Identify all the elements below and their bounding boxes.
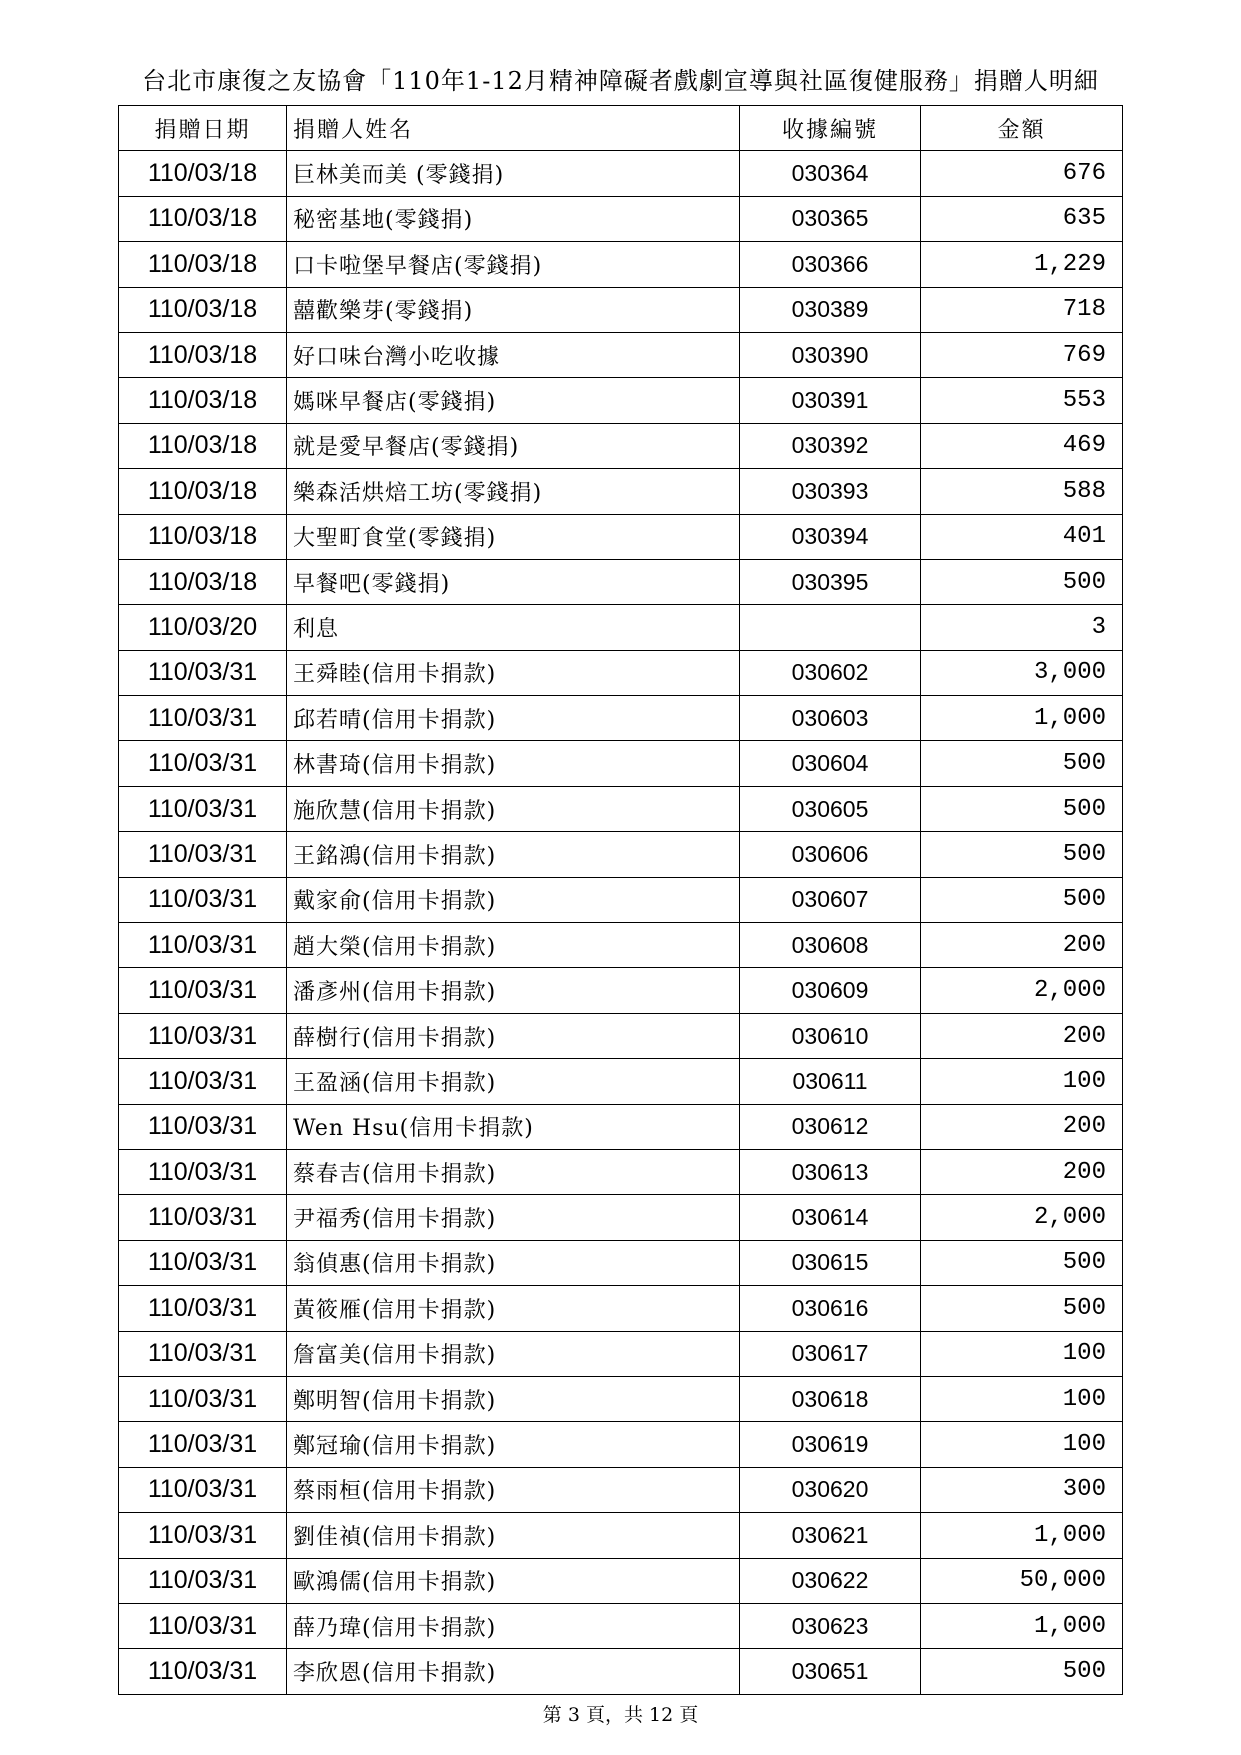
receipt-number-cell: 030623 — [740, 1603, 921, 1648]
receipt-number-cell: 030613 — [740, 1149, 921, 1194]
column-header-donor-name: 捐贈人姓名 — [287, 106, 740, 151]
receipt-number-cell: 030389 — [740, 287, 921, 332]
receipt-number-cell — [740, 605, 921, 650]
table-row — [119, 877, 1123, 922]
donor-name-cell: 戴家俞(信用卡捐款) — [287, 877, 740, 922]
receipt-number-cell: 030651 — [740, 1649, 921, 1694]
donor-name-cell: 鄭明智(信用卡捐款) — [287, 1376, 740, 1421]
receipt-number-cell: 030606 — [740, 832, 921, 877]
donation-date-cell: 110/03/18 — [119, 242, 287, 287]
amount-cell: 300 — [921, 1467, 1123, 1512]
donation-date-cell: 110/03/18 — [119, 514, 287, 559]
donor-name-cell: 詹富美(信用卡捐款) — [287, 1331, 740, 1376]
table-row — [119, 151, 1123, 196]
table-row — [119, 332, 1123, 377]
table-row — [119, 1195, 1123, 1240]
receipt-number-cell: 030611 — [740, 1059, 921, 1104]
table-row — [119, 287, 1123, 332]
donation-date-cell: 110/03/31 — [119, 650, 287, 695]
amount-cell: 1,000 — [921, 696, 1123, 741]
table-row — [119, 469, 1123, 514]
donation-date-cell: 110/03/18 — [119, 151, 287, 196]
amount-cell: 500 — [921, 559, 1123, 604]
amount-cell: 553 — [921, 378, 1123, 423]
amount-cell: 100 — [921, 1422, 1123, 1467]
amount-cell: 200 — [921, 1104, 1123, 1149]
donor-name-cell: 早餐吧(零錢捐) — [287, 559, 740, 604]
column-header-date: 捐贈日期 — [119, 106, 287, 151]
amount-cell: 3,000 — [921, 650, 1123, 695]
table-row — [119, 1376, 1123, 1421]
donor-name-cell: 蔡春吉(信用卡捐款) — [287, 1149, 740, 1194]
receipt-number-cell: 030612 — [740, 1104, 921, 1149]
donor-name-cell: 趙大榮(信用卡捐款) — [287, 923, 740, 968]
donor-name-cell: 利息 — [287, 605, 740, 650]
table-row — [119, 832, 1123, 877]
table-row — [119, 1649, 1123, 1694]
amount-cell: 2,000 — [921, 968, 1123, 1013]
amount-cell: 769 — [921, 332, 1123, 377]
amount-cell: 3 — [921, 605, 1123, 650]
donation-date-cell: 110/03/31 — [119, 1467, 287, 1512]
receipt-number-cell: 030604 — [740, 741, 921, 786]
amount-cell: 500 — [921, 1240, 1123, 1285]
table-row — [119, 1422, 1123, 1467]
donation-date-cell: 110/03/18 — [119, 559, 287, 604]
amount-cell: 200 — [921, 1013, 1123, 1058]
receipt-number-cell: 030610 — [740, 1013, 921, 1058]
amount-cell: 500 — [921, 1286, 1123, 1331]
donor-name-cell: 王舜睦(信用卡捐款) — [287, 650, 740, 695]
table-body — [119, 151, 1123, 1694]
donor-name-cell: 鄭冠瑜(信用卡捐款) — [287, 1422, 740, 1467]
amount-cell: 100 — [921, 1376, 1123, 1421]
table-row — [119, 696, 1123, 741]
donor-name-cell: 口卡啦堡早餐店(零錢捐) — [287, 242, 740, 287]
table-row — [119, 923, 1123, 968]
amount-cell: 50,000 — [921, 1558, 1123, 1603]
donation-date-cell: 110/03/31 — [119, 1286, 287, 1331]
page-number-footer: 第 3 頁，共 12 頁 — [542, 1704, 699, 1726]
donation-date-cell: 110/03/31 — [119, 1376, 287, 1421]
donation-date-cell: 110/03/31 — [119, 1059, 287, 1104]
table-row — [119, 242, 1123, 287]
donation-date-cell: 110/03/18 — [119, 378, 287, 423]
amount-cell: 200 — [921, 923, 1123, 968]
donation-date-cell: 110/03/31 — [119, 1331, 287, 1376]
donor-name-cell: 施欣慧(信用卡捐款) — [287, 786, 740, 831]
donor-name-cell: 蔡雨桓(信用卡捐款) — [287, 1467, 740, 1512]
donation-date-cell: 110/03/31 — [119, 786, 287, 831]
table-row — [119, 1513, 1123, 1558]
receipt-number-cell: 030618 — [740, 1376, 921, 1421]
table-row — [119, 514, 1123, 559]
receipt-number-cell: 030393 — [740, 469, 921, 514]
donation-date-cell: 110/03/20 — [119, 605, 287, 650]
amount-cell: 1,000 — [921, 1513, 1123, 1558]
amount-cell: 676 — [921, 151, 1123, 196]
table-row — [119, 1467, 1123, 1512]
amount-cell: 500 — [921, 832, 1123, 877]
table-header-row — [119, 106, 1123, 151]
receipt-number-cell: 030391 — [740, 378, 921, 423]
donation-date-cell: 110/03/31 — [119, 968, 287, 1013]
table-row — [119, 1240, 1123, 1285]
donation-date-cell: 110/03/31 — [119, 923, 287, 968]
donation-date-cell: 110/03/31 — [119, 741, 287, 786]
donation-date-cell: 110/03/18 — [119, 469, 287, 514]
donation-date-cell: 110/03/18 — [119, 287, 287, 332]
amount-cell: 500 — [921, 741, 1123, 786]
donation-date-cell: 110/03/31 — [119, 1104, 287, 1149]
donor-name-cell: 王銘鴻(信用卡捐款) — [287, 832, 740, 877]
donation-date-cell: 110/03/31 — [119, 1422, 287, 1467]
receipt-number-cell: 030621 — [740, 1513, 921, 1558]
amount-cell: 718 — [921, 287, 1123, 332]
receipt-number-cell: 030617 — [740, 1331, 921, 1376]
donor-name-cell: 尹福秀(信用卡捐款) — [287, 1195, 740, 1240]
table-row — [119, 968, 1123, 1013]
donor-name-cell: 潘彥州(信用卡捐款) — [287, 968, 740, 1013]
donor-name-cell: 翁偵惠(信用卡捐款) — [287, 1240, 740, 1285]
receipt-number-cell: 030608 — [740, 923, 921, 968]
receipt-number-cell: 030392 — [740, 423, 921, 468]
receipt-number-cell: 030602 — [740, 650, 921, 695]
receipt-number-cell: 030614 — [740, 1195, 921, 1240]
donor-name-cell: 巨林美而美 (零錢捐) — [287, 151, 740, 196]
donor-name-cell: 囍歡樂芽(零錢捐) — [287, 287, 740, 332]
donation-date-cell: 110/03/18 — [119, 196, 287, 241]
page-title: 台北市康復之友協會「110年1-12月精神障礙者戲劇宣導與社區復健服務」捐贈人明細 — [142, 67, 1099, 95]
donor-name-cell: 歐鴻儒(信用卡捐款) — [287, 1558, 740, 1603]
amount-cell: 469 — [921, 423, 1123, 468]
receipt-number-cell: 030622 — [740, 1558, 921, 1603]
table-row — [119, 423, 1123, 468]
amount-cell: 588 — [921, 469, 1123, 514]
receipt-number-cell: 030619 — [740, 1422, 921, 1467]
donation-date-cell: 110/03/31 — [119, 1513, 287, 1558]
donation-date-cell: 110/03/31 — [119, 877, 287, 922]
donation-date-cell: 110/03/31 — [119, 1013, 287, 1058]
column-header-amount: 金額 — [921, 106, 1123, 151]
receipt-number-cell: 030607 — [740, 877, 921, 922]
receipt-number-cell: 030615 — [740, 1240, 921, 1285]
donor-name-cell: 就是愛早餐店(零錢捐) — [287, 423, 740, 468]
donor-name-cell: 秘密基地(零錢捐) — [287, 196, 740, 241]
amount-cell: 635 — [921, 196, 1123, 241]
table-row — [119, 1059, 1123, 1104]
receipt-number-cell: 030609 — [740, 968, 921, 1013]
amount-cell: 200 — [921, 1149, 1123, 1194]
table-row — [119, 605, 1123, 650]
column-header-receipt-number: 收據編號 — [740, 106, 921, 151]
receipt-number-cell: 030616 — [740, 1286, 921, 1331]
table-row — [119, 786, 1123, 831]
receipt-number-cell: 030605 — [740, 786, 921, 831]
table-row — [119, 1331, 1123, 1376]
table-row — [119, 1603, 1123, 1648]
donor-name-cell: 樂森活烘焙工坊(零錢捐) — [287, 469, 740, 514]
table-row — [119, 1104, 1123, 1149]
receipt-number-cell: 030603 — [740, 696, 921, 741]
receipt-number-cell: 030390 — [740, 332, 921, 377]
table-row — [119, 741, 1123, 786]
table-row — [119, 1013, 1123, 1058]
table-row — [119, 559, 1123, 604]
amount-cell: 100 — [921, 1059, 1123, 1104]
amount-cell: 500 — [921, 1649, 1123, 1694]
donor-name-cell: 大聖町食堂(零錢捐) — [287, 514, 740, 559]
table-row — [119, 378, 1123, 423]
donor-name-cell: 李欣恩(信用卡捐款) — [287, 1649, 740, 1694]
donation-date-cell: 110/03/31 — [119, 1149, 287, 1194]
donor-name-cell: 薛乃瑋(信用卡捐款) — [287, 1603, 740, 1648]
donor-table — [118, 105, 1123, 1695]
donation-date-cell: 110/03/31 — [119, 696, 287, 741]
donation-date-cell: 110/03/31 — [119, 832, 287, 877]
receipt-number-cell: 030364 — [740, 151, 921, 196]
donation-date-cell: 110/03/31 — [119, 1195, 287, 1240]
table-row — [119, 196, 1123, 241]
donation-date-cell: 110/03/18 — [119, 332, 287, 377]
donor-name-cell: Wen Hsu(信用卡捐款) — [287, 1104, 740, 1149]
donation-date-cell: 110/03/31 — [119, 1603, 287, 1648]
receipt-number-cell: 030395 — [740, 559, 921, 604]
table-row — [119, 1149, 1123, 1194]
donor-name-cell: 薛樹行(信用卡捐款) — [287, 1013, 740, 1058]
donor-name-cell: 邱若晴(信用卡捐款) — [287, 696, 740, 741]
donation-date-cell: 110/03/31 — [119, 1558, 287, 1603]
table-row — [119, 650, 1123, 695]
table-row — [119, 1286, 1123, 1331]
donor-name-cell: 媽咪早餐店(零錢捐) — [287, 378, 740, 423]
amount-cell: 100 — [921, 1331, 1123, 1376]
amount-cell: 401 — [921, 514, 1123, 559]
donation-date-cell: 110/03/18 — [119, 423, 287, 468]
donation-date-cell: 110/03/31 — [119, 1240, 287, 1285]
donor-name-cell: 王盈涵(信用卡捐款) — [287, 1059, 740, 1104]
amount-cell: 500 — [921, 877, 1123, 922]
donor-name-cell: 劉佳禎(信用卡捐款) — [287, 1513, 740, 1558]
amount-cell: 1,229 — [921, 242, 1123, 287]
donation-date-cell: 110/03/31 — [119, 1649, 287, 1694]
amount-cell: 500 — [921, 786, 1123, 831]
receipt-number-cell: 030366 — [740, 242, 921, 287]
receipt-number-cell: 030620 — [740, 1467, 921, 1512]
donor-name-cell: 黃筱雁(信用卡捐款) — [287, 1286, 740, 1331]
table-row — [119, 1558, 1123, 1603]
donor-name-cell: 好口味台灣小吃收據 — [287, 332, 740, 377]
amount-cell: 2,000 — [921, 1195, 1123, 1240]
receipt-number-cell: 030365 — [740, 196, 921, 241]
receipt-number-cell: 030394 — [740, 514, 921, 559]
amount-cell: 1,000 — [921, 1603, 1123, 1648]
donor-name-cell: 林書琦(信用卡捐款) — [287, 741, 740, 786]
